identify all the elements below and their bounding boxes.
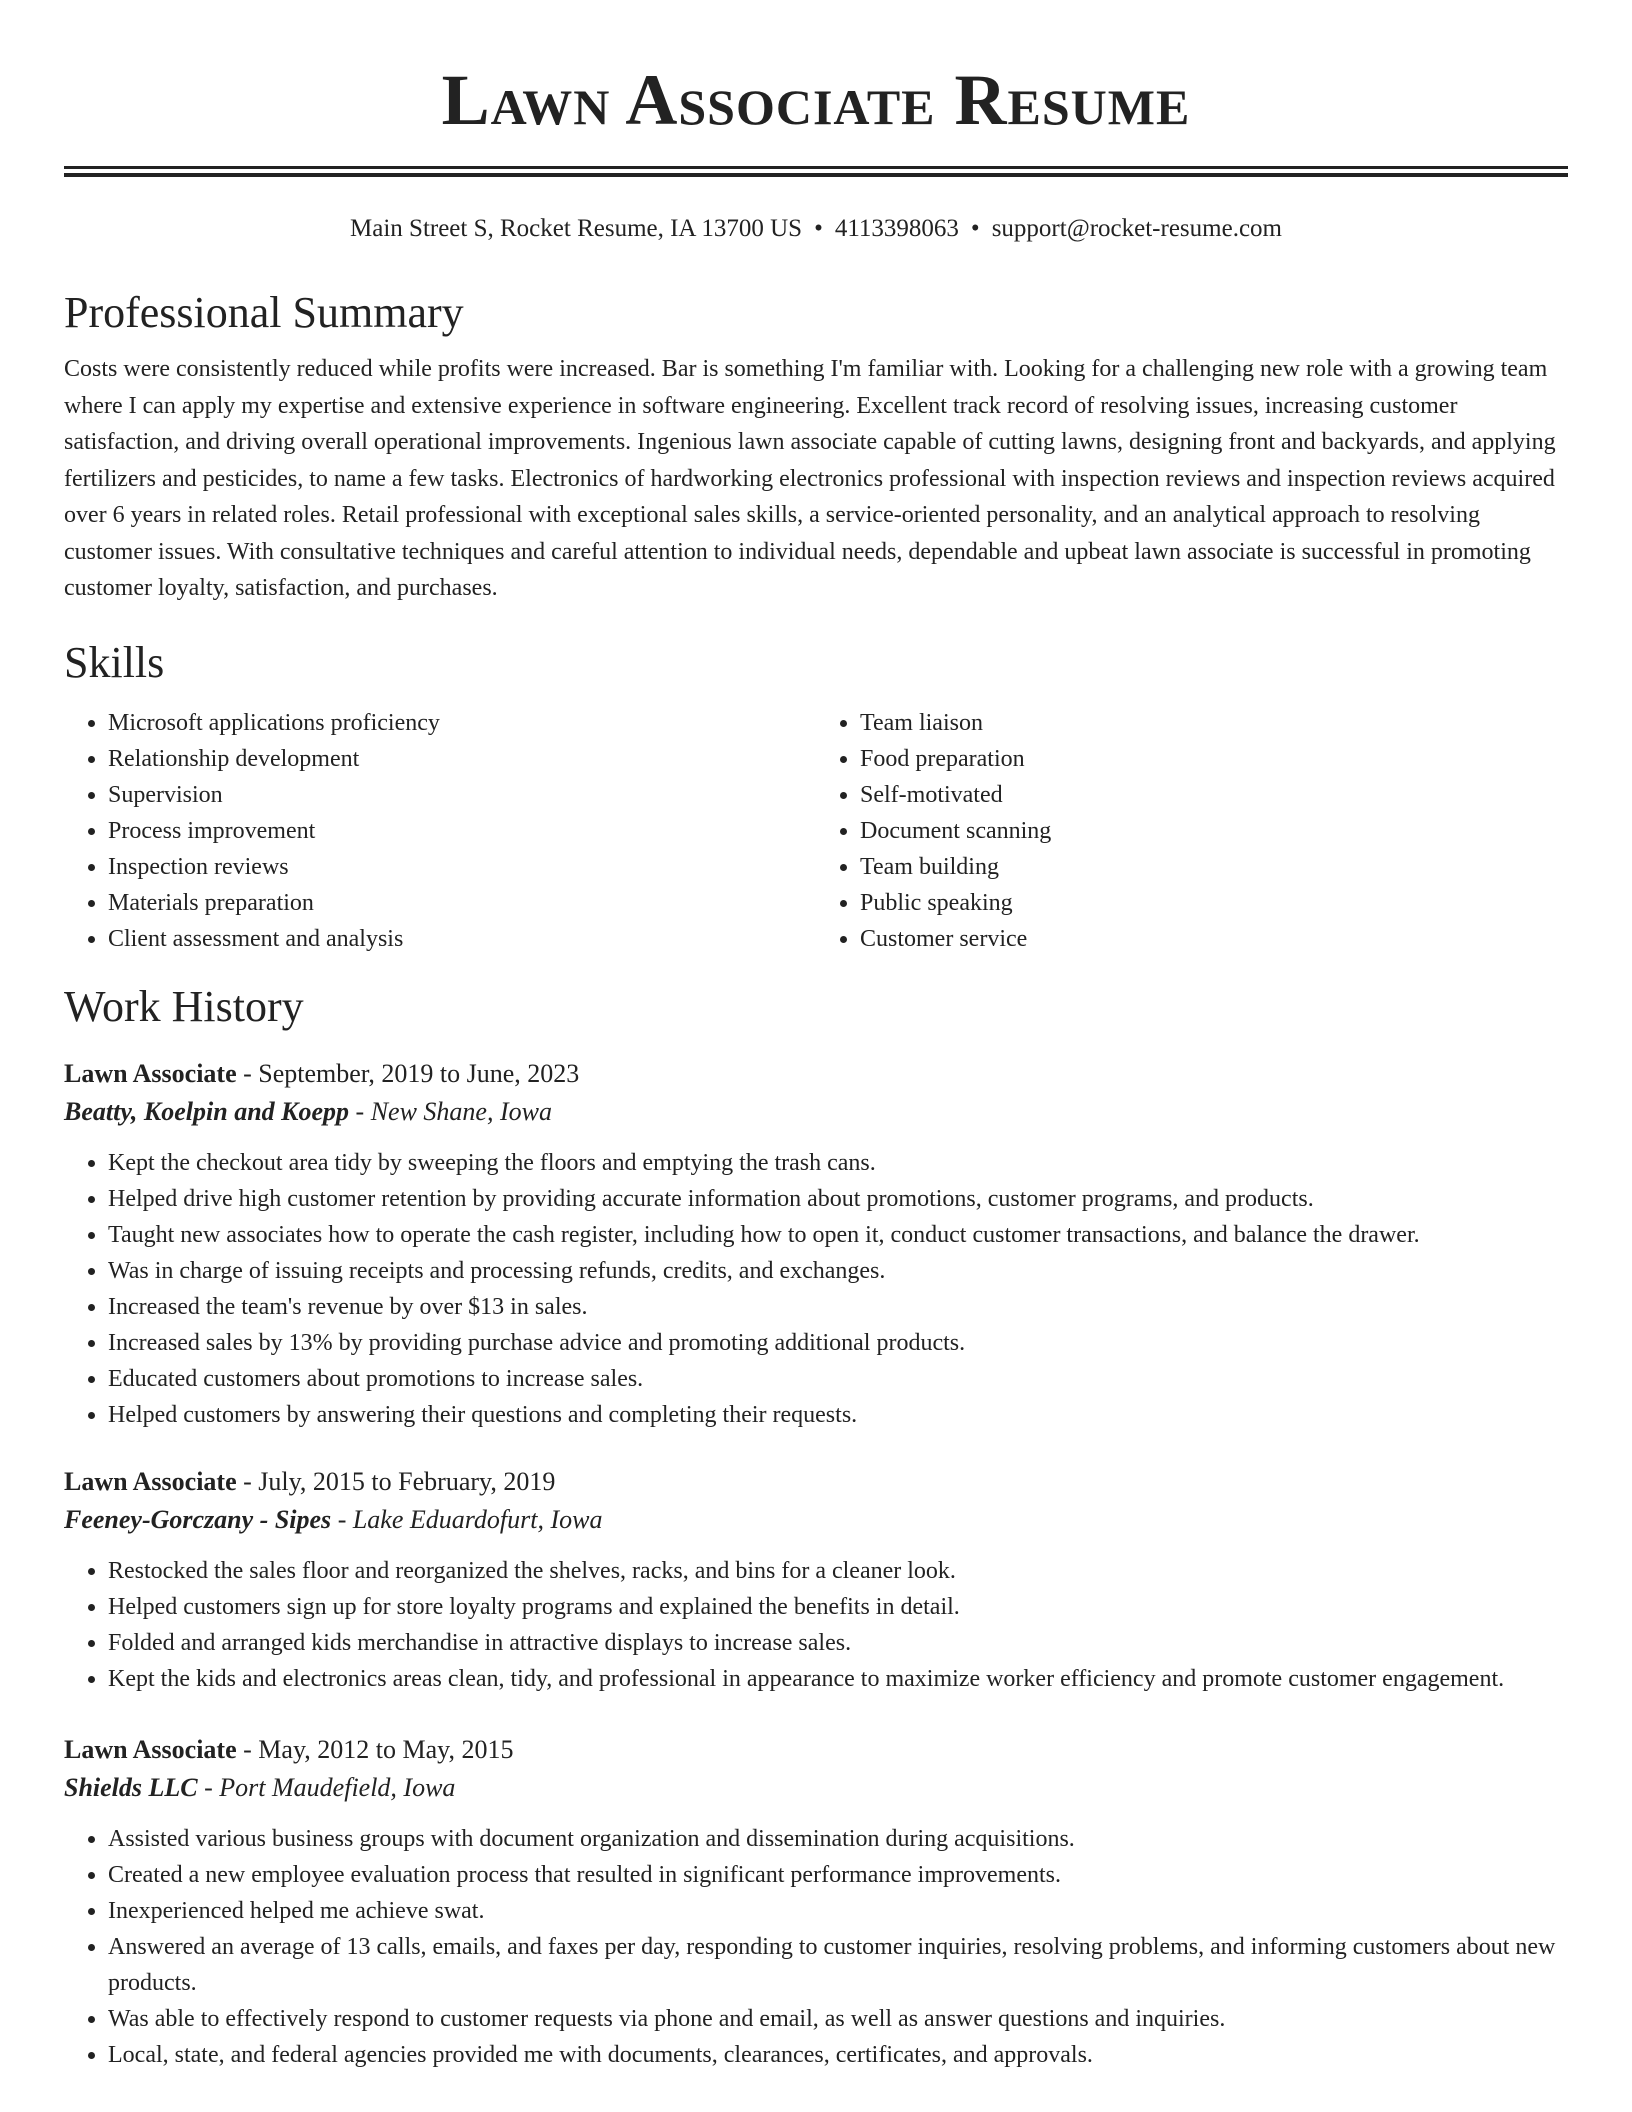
professional-summary-section — [64, 285, 1568, 607]
job-header — [64, 1055, 1568, 1093]
skill-item: • Self-motivated — [860, 777, 1568, 813]
job-duty: • Was in charge of issuing receipts and processing refunds, credits, and exchanges. — [108, 1253, 1568, 1289]
section-heading-skills: Skills — [64, 637, 165, 687]
skill-item: • Client assessment and analysis — [108, 921, 816, 957]
job-employer-line — [64, 1093, 1568, 1131]
job-duty: • Taught new associates how to operate the cash register, including how to open it, conduct customer transactions, and balance the drawer. — [108, 1217, 1568, 1253]
skills-section — [64, 635, 1568, 957]
skill-item: • Public speaking — [860, 885, 1568, 921]
skill-item: • Microsoft applications proficiency — [108, 705, 816, 741]
job-duty: • Inexperienced helped me achieve swat. — [108, 1893, 1568, 1929]
job-duty: • Answered an average of 13 calls, emails, and faxes per day, responding to customer inquiries, resolving problems, and informing customers about new products. — [108, 1929, 1568, 2001]
contact-separator: • — [814, 215, 823, 242]
job-duty: • Created a new employee evaluation process that resulted in significant performance improvements. — [108, 1857, 1568, 1893]
job-company: Shields LLC — [64, 1772, 198, 1802]
job-duty: • Increased the team's revenue by over $13 in sales. — [108, 1289, 1568, 1325]
job-duty: • Helped customers by answering their questions and completing their requests. — [108, 1397, 1568, 1433]
job-duty: • Educated customers about promotions to increase sales. — [108, 1361, 1568, 1397]
skills-list-left — [64, 705, 816, 957]
section-heading-work-history: Work History — [64, 981, 304, 1031]
skill-item: • Process improvement — [108, 813, 816, 849]
contact-address: Main Street S, Rocket Resume, IA 13700 US — [350, 215, 803, 242]
job-duty: • Increased sales by 13% by providing purchase advice and promoting additional products. — [108, 1325, 1568, 1361]
job-location: - New Shane, Iowa — [349, 1096, 552, 1126]
job-company: Beatty, Koelpin and Koepp — [64, 1096, 350, 1126]
skills-list-right — [816, 705, 1568, 957]
contact-line — [64, 211, 1568, 247]
job-company: Feeney-Gorczany - Sipes — [64, 1504, 332, 1534]
job-duty: • Assisted various business groups with document organization and dissemination during acquisitions. — [108, 1821, 1568, 1857]
contact-email: support@rocket-resume.com — [991, 215, 1282, 242]
skill-item: • Materials preparation — [108, 885, 816, 921]
skill-item: • Food preparation — [860, 741, 1568, 777]
job-duty: • Restocked the sales floor and reorganized the shelves, racks, and bins for a cleaner look. — [108, 1553, 1568, 1589]
job-employer-line — [64, 1501, 1568, 1539]
skill-item: • Team liaison — [860, 705, 1568, 741]
job-duty: • Kept the checkout area tidy by sweeping the floors and emptying the trash cans. — [108, 1145, 1568, 1181]
skill-item: • Customer service — [860, 921, 1568, 957]
summary-text: Costs were consistently reduced while profits were increased. Bar is something I'm familiar with. Looking for a challenging new role with a growing team where I can apply my expertise and extensive experience in software engineering. Excellent track record of resolving issues, increasing customer satisfaction, and driving overall operational improvements. Ingenious lawn associate capable of cutting lawns, designing front and backyards, and applying fertilizers and pesticides, to name a few tasks. Electronics of hardworking electronics professional with inspection reviews and inspection reviews acquired over 6 years in related roles. Retail professional with exceptional sales skills, a service-oriented personality, and an analytical approach to resolving customer issues. With consultative techniques and careful attention to individual needs, dependable and upbeat lawn associate is successful in promoting customer loyalty, satisfaction, and purchases. — [64, 356, 1556, 601]
job-title: Lawn Associate — [64, 1734, 237, 1764]
skill-item: • Inspection reviews — [108, 849, 816, 885]
job-duty: • Kept the kids and electronics areas clean, tidy, and professional in appearance to maximize worker efficiency and promote customer engagement. — [108, 1661, 1568, 1697]
job-duty: • Helped customers sign up for store loyalty programs and explained the benefits in detail. — [108, 1589, 1568, 1625]
resume-title: Lawn Associate Resume — [441, 60, 1191, 140]
skill-item: • Team building — [860, 849, 1568, 885]
job-dates: - September, 2019 to June, 2023 — [236, 1058, 580, 1088]
job-header — [64, 1731, 1568, 1769]
title-double-rule — [64, 166, 1568, 177]
job-entry — [64, 1731, 1568, 2073]
job-duty: • Folded and arranged kids merchandise in attractive displays to increase sales. — [108, 1625, 1568, 1661]
job-entry — [64, 1463, 1568, 1697]
work-history-section — [64, 979, 1568, 2073]
job-header — [64, 1463, 1568, 1501]
job-title: Lawn Associate — [64, 1058, 237, 1088]
job-location: - Lake Eduardofurt, Iowa — [331, 1504, 603, 1534]
job-duties-list — [64, 1553, 1568, 1697]
contact-phone: 4113398063 — [834, 215, 959, 242]
job-duty: • Local, state, and federal agencies provided me with documents, clearances, certificates, and approvals. — [108, 2037, 1568, 2073]
job-dates: - May, 2012 to May, 2015 — [236, 1734, 514, 1764]
job-duties-list — [64, 1821, 1568, 2073]
skill-item: • Supervision — [108, 777, 816, 813]
skills-columns — [64, 705, 1568, 957]
skill-item: • Relationship development — [108, 741, 816, 777]
job-duty: • Was able to effectively respond to customer requests via phone and email, as well as answer questions and inquiries. — [108, 2001, 1568, 2037]
skill-item: • Document scanning — [860, 813, 1568, 849]
job-entry — [64, 1055, 1568, 1433]
job-dates: - July, 2015 to February, 2019 — [236, 1466, 556, 1496]
job-duties-list — [64, 1145, 1568, 1433]
job-title: Lawn Associate — [64, 1466, 237, 1496]
job-employer-line — [64, 1769, 1568, 1807]
job-duty: • Helped drive high customer retention by providing accurate information about promotions, customer programs, and products. — [108, 1181, 1568, 1217]
contact-separator: • — [970, 215, 980, 242]
job-location: - Port Maudefield, Iowa — [197, 1772, 456, 1802]
section-heading-summary: Professional Summary — [64, 288, 464, 337]
